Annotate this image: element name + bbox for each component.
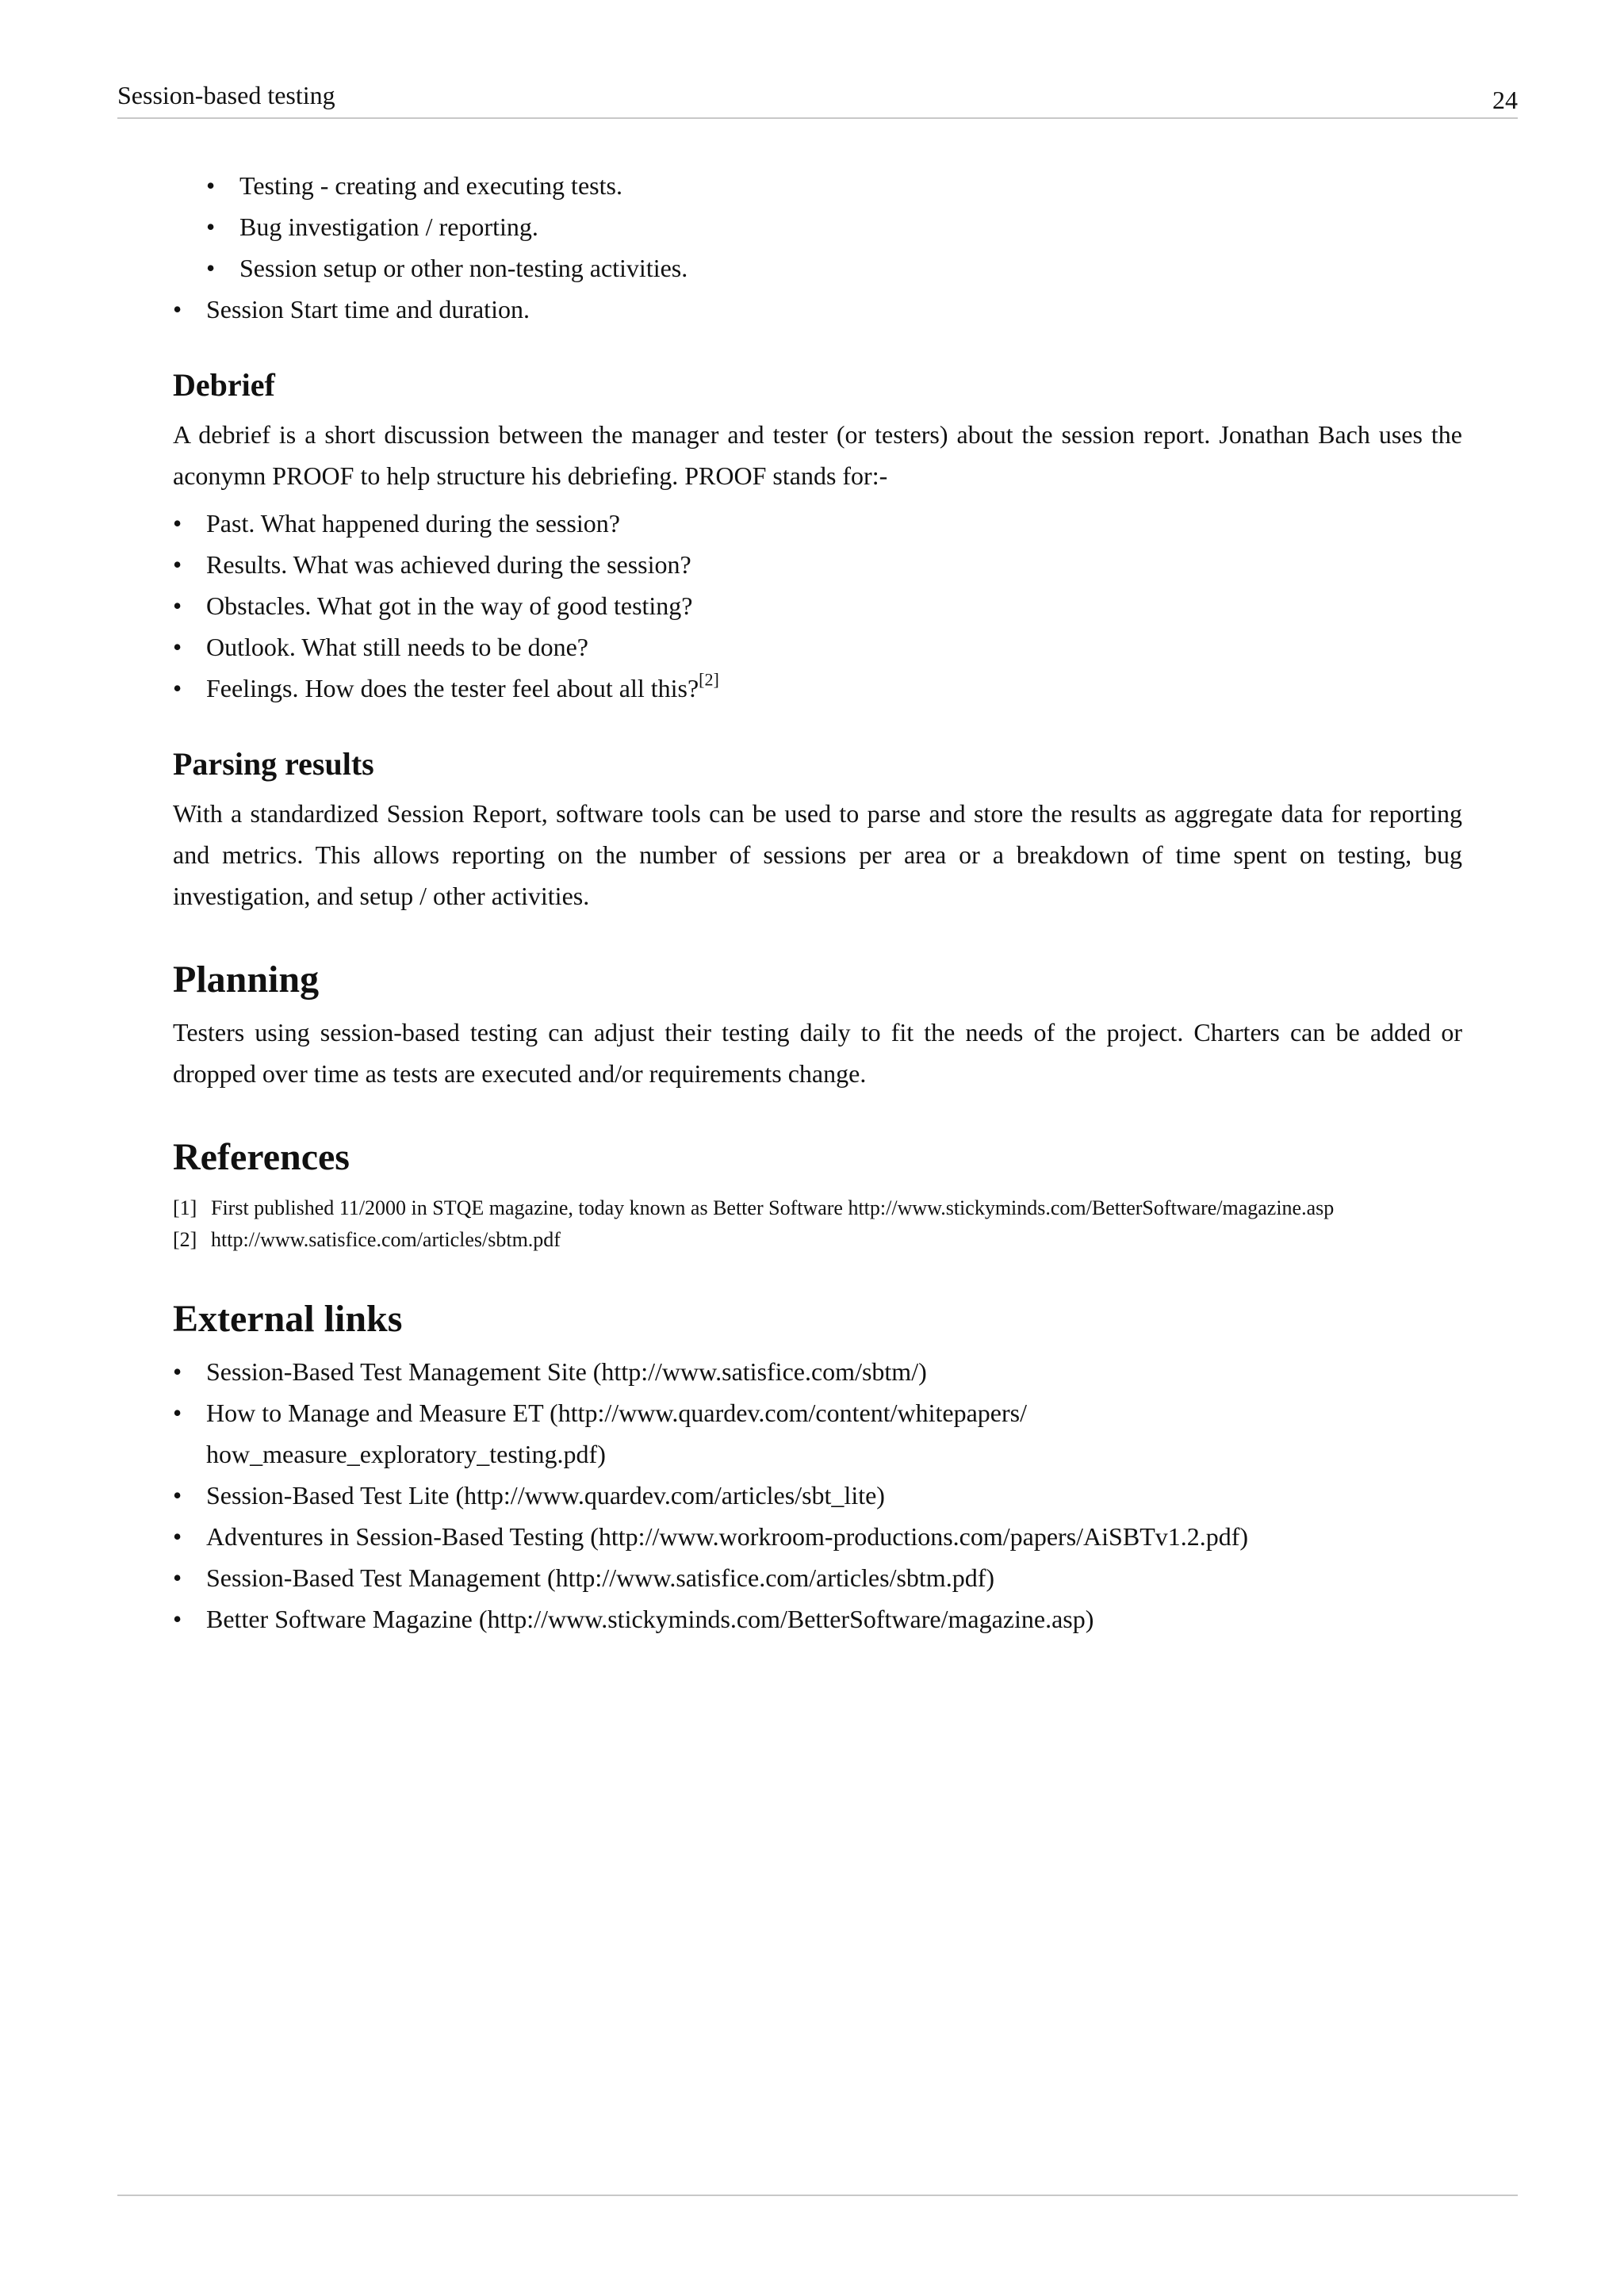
- external-link[interactable]: • Adventures in Session-Based Testing (http://www.workroom-productions.com/papers/AiSBTv1.2.pdf): [173, 1516, 1462, 1557]
- footer-rule: [117, 2195, 1518, 2196]
- external-link[interactable]: • Session-Based Test Management (http://www.satisfice.com/articles/sbtm.pdf): [173, 1557, 1462, 1598]
- list-item: • Results. What was achieved during the session?: [173, 544, 1462, 585]
- section-heading-external-links: External links: [173, 1298, 403, 1340]
- list-item: [173, 668, 1462, 709]
- reference-item: [173, 1192, 1462, 1224]
- section-heading-debrief: Debrief: [173, 367, 275, 403]
- parsing-paragraph: With a standardized Session Report, software tools can be used to parse and store the results as aggregate data for reporting and metrics. This allows reporting on the number of sessions per area or a breakdown of time spent on testing, bug investigation, and setup / other activities.: [173, 799, 1462, 910]
- page-header: [117, 76, 1518, 119]
- list-item-text: Feelings. How does the tester feel about all this?: [206, 674, 699, 702]
- reference-number: [2]: [173, 1228, 197, 1251]
- reference-number: [1]: [173, 1196, 197, 1219]
- session-activity-list: [206, 165, 1462, 289]
- external-links-list: [173, 1351, 1462, 1640]
- reference-text: http://www.satisfice.com/articles/sbtm.pdf: [211, 1228, 561, 1251]
- references-list: [173, 1192, 1462, 1256]
- list-item: • Past. What happened during the session?: [173, 503, 1462, 544]
- section-heading-references: References: [173, 1136, 350, 1178]
- list-item: • Outlook. What still needs to be done?: [173, 626, 1462, 668]
- page-content: [173, 165, 1462, 1640]
- external-link[interactable]: • How to Manage and Measure ET (http://www.quardev.com/content/whitepapers/ how_measure_exploratory_testing.pdf): [173, 1392, 1462, 1475]
- external-link[interactable]: • Better Software Magazine (http://www.stickyminds.com/BetterSoftware/magazine.asp): [173, 1598, 1462, 1640]
- list-item: • Testing - creating and executing tests.: [206, 165, 1462, 206]
- footnote-link[interactable]: [2]: [699, 669, 719, 690]
- list-item: • Session setup or other non-testing activities.: [206, 247, 1462, 289]
- planning-paragraph: Testers using session-based testing can adjust their testing daily to fit the needs of the project. Charters can be added or dropped over time as tests are executed and/or requirements change.: [173, 1018, 1462, 1088]
- session-report-list: [173, 289, 1462, 330]
- reference-item: [173, 1224, 1462, 1256]
- proof-list: [173, 503, 1462, 709]
- list-item: • Bug investigation / reporting.: [206, 206, 1462, 247]
- page-number: 24: [1492, 86, 1518, 114]
- debrief-paragraph: A debrief is a short discussion between the manager and tester (or testers) about the session report. Jonathan Bach uses the aconymn PROOF to help structure his debriefing. PROOF stands for:-: [173, 420, 1462, 490]
- running-title: Session-based testing: [117, 81, 335, 109]
- list-item: • Session Start time and duration.: [173, 289, 1462, 330]
- reference-text: First published 11/2000 in STQE magazine, today known as Better Software http://www.stickyminds.com/BetterSoftware/magazine.asp: [211, 1196, 1335, 1219]
- external-link[interactable]: • Session-Based Test Lite (http://www.quardev.com/articles/sbt_lite): [173, 1475, 1462, 1516]
- section-heading-parsing-results: Parsing results: [173, 746, 374, 782]
- external-link[interactable]: • Session-Based Test Management Site (http://www.satisfice.com/sbtm/): [173, 1351, 1462, 1392]
- list-item: • Obstacles. What got in the way of good testing?: [173, 585, 1462, 626]
- section-heading-planning: Planning: [173, 959, 320, 1001]
